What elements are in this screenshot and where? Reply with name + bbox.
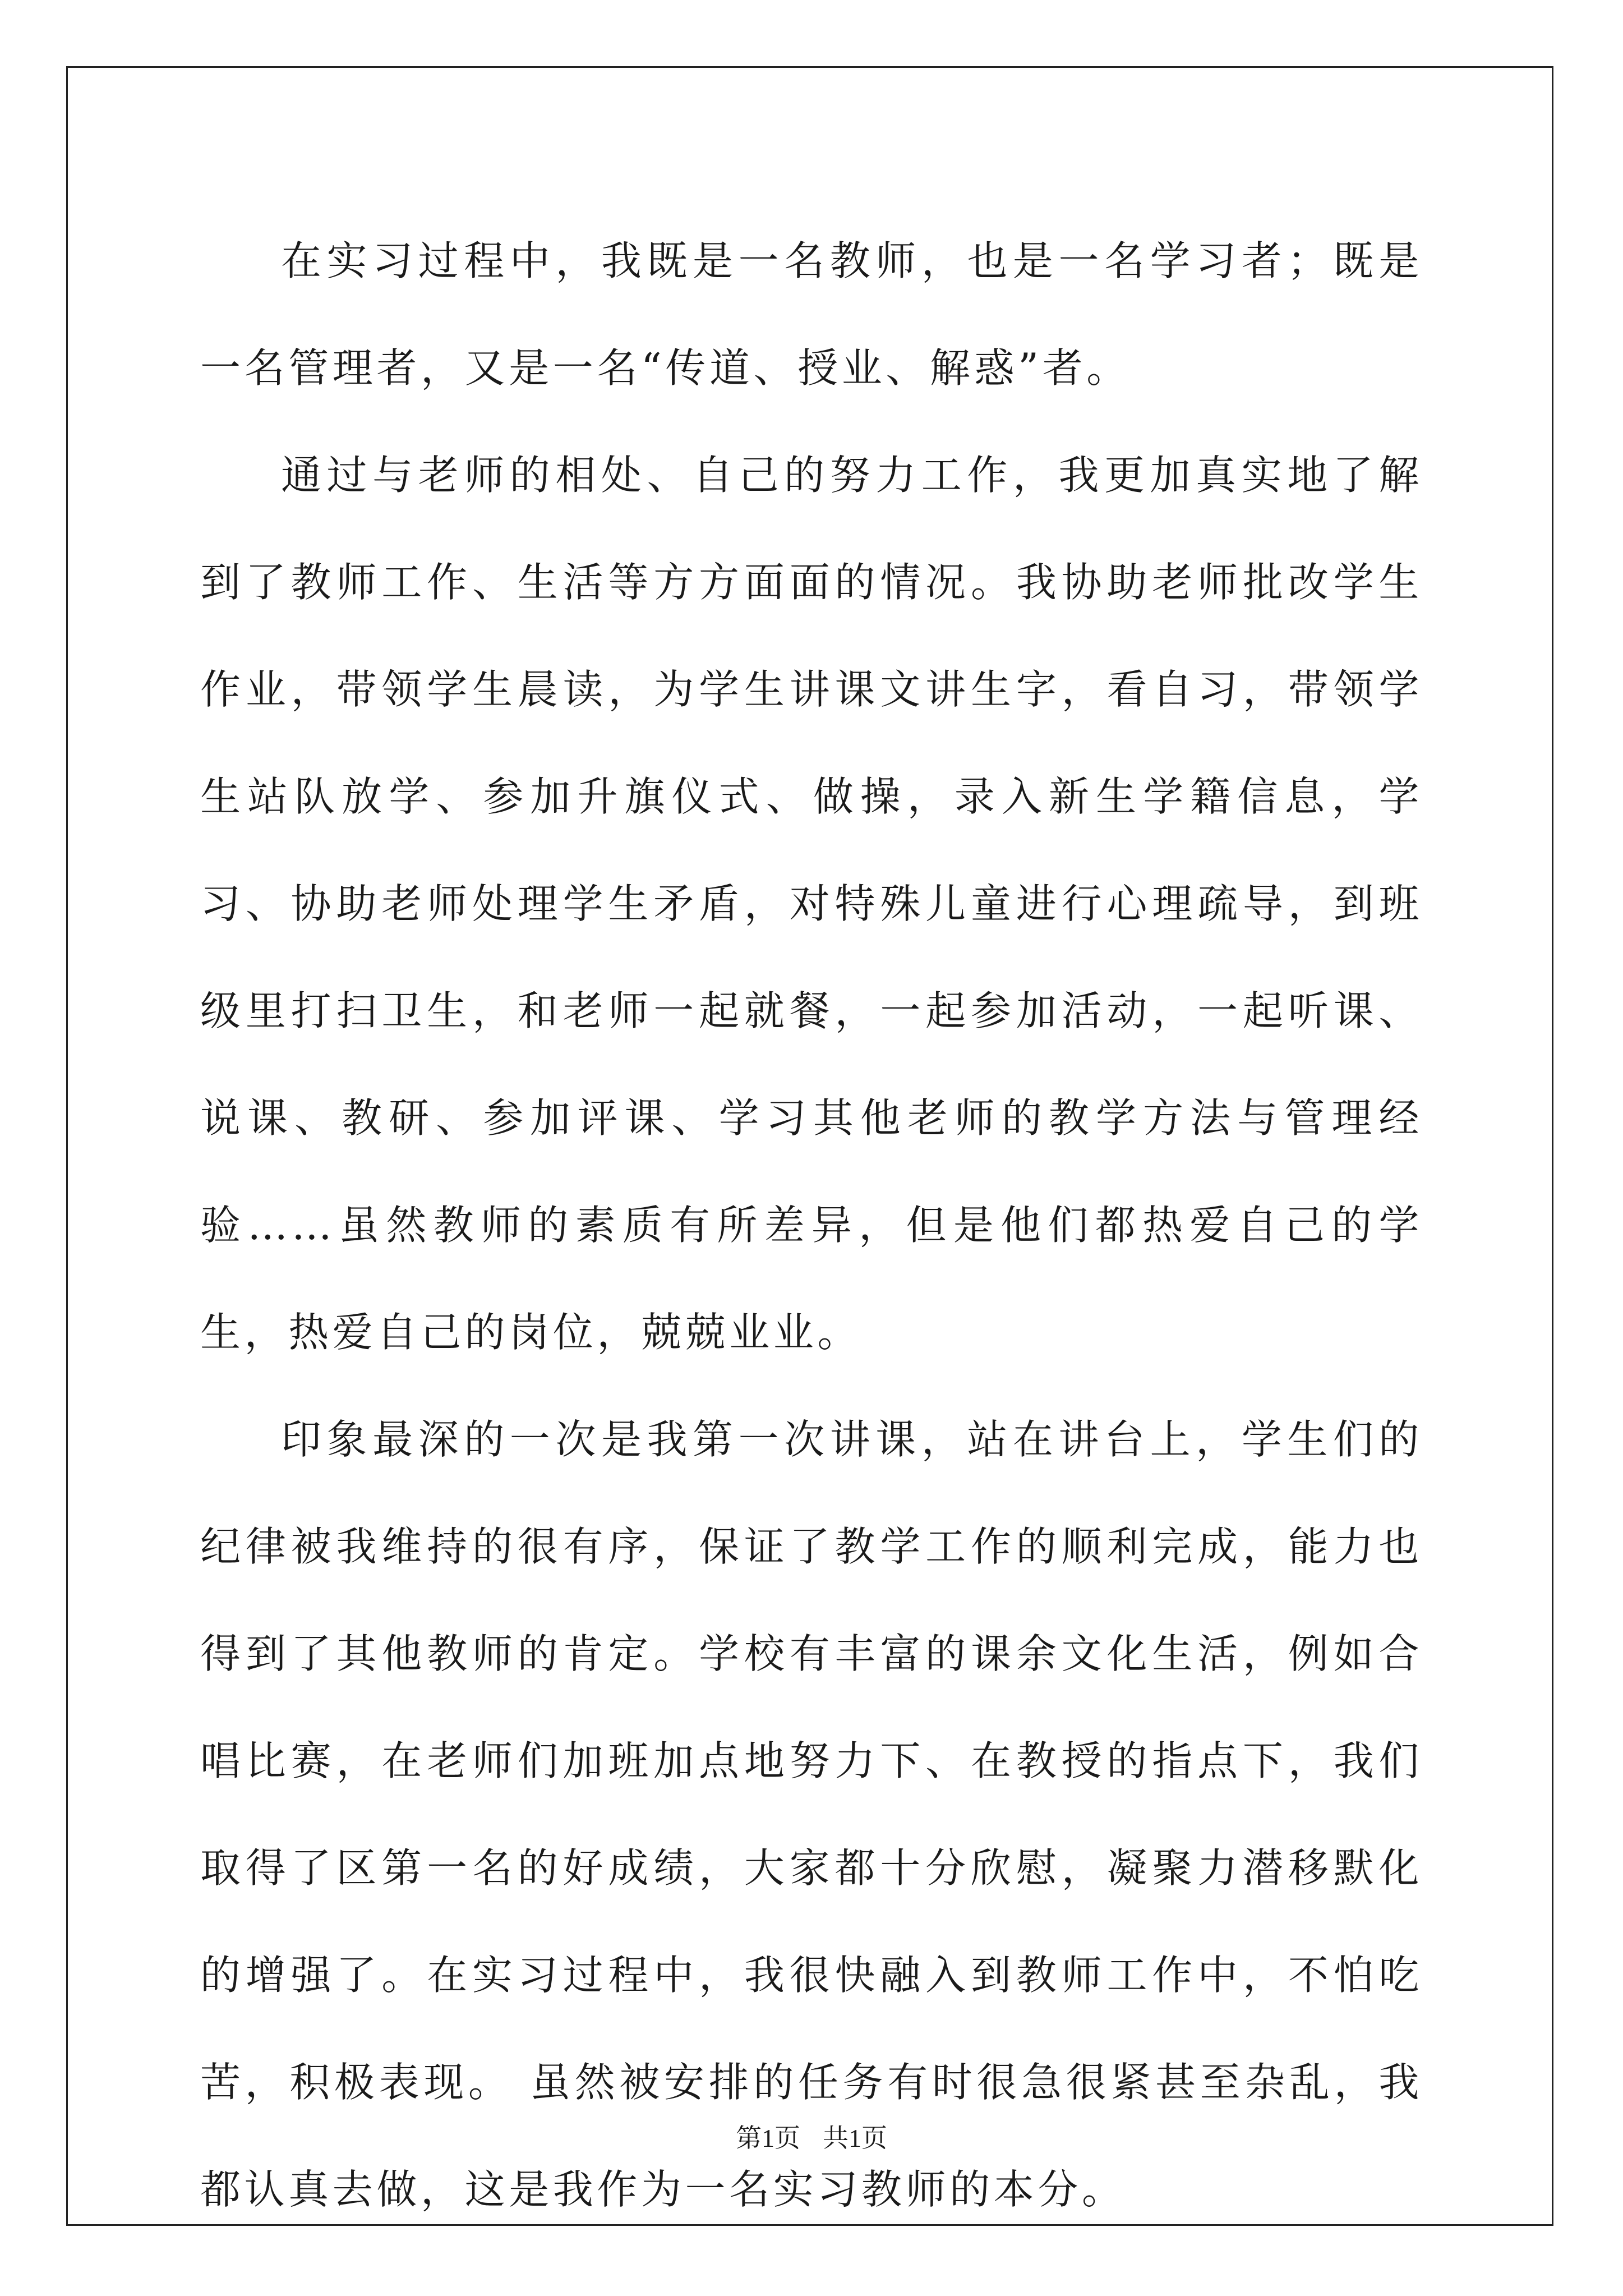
page-count: 共1页 bbox=[823, 2124, 887, 2152]
paragraph: 在实习过程中，我既是一名教师，也是一名学习者；既是一名管理者，又是一名“传道、授业、解惑”者。 bbox=[200, 237, 1423, 392]
page-number: 第1页 bbox=[736, 2124, 800, 2152]
paragraph: 印象最深的一次是我第一次讲课，站在讲台上，学生们的纪律被我维持的很有序，保证了教学工作的顺利完成，能力也得到了其他教师的肯定。学校有丰富的课余文化生活，例如合唱比赛，在老师们加班加点地努力下、在教授的指点下，我们取得了区第一名的好成绩，大家都十分欣慰，凝聚力潜移默化的增强了。在实习过程中，我很快融入到教师工作中，不怕吃苦，积极表现。 虽然被安排的任务有时很急很紧甚至杂乱，我都认真去做，这是我作为一名实习教师的本分。 bbox=[200, 1416, 1423, 2213]
document-body bbox=[200, 208, 1423, 2243]
page-footer bbox=[0, 2122, 1623, 2155]
paragraph: 通过与老师的相处、自己的努力工作，我更加真实地了解到了教师工作、生活等方方面面的情况。我协助老师批改学生作业，带领学生晨读，为学生讲课文讲生字，看自习，带领学生站队放学、参加升旗仪式、做操，录入新生学籍信息，学习、协助老师处理学生矛盾，对特殊儿童进行心理疏导，到班级里打扫卫生，和老师一起就餐，一起参加活动，一起听课、说课、教研、参加评课、学习其他老师的教学方法与管理经验……虽然教师的素质有所差异，但是他们都热爱自己的学生，热爱自己的岗位，兢兢业业。 bbox=[200, 452, 1423, 1356]
